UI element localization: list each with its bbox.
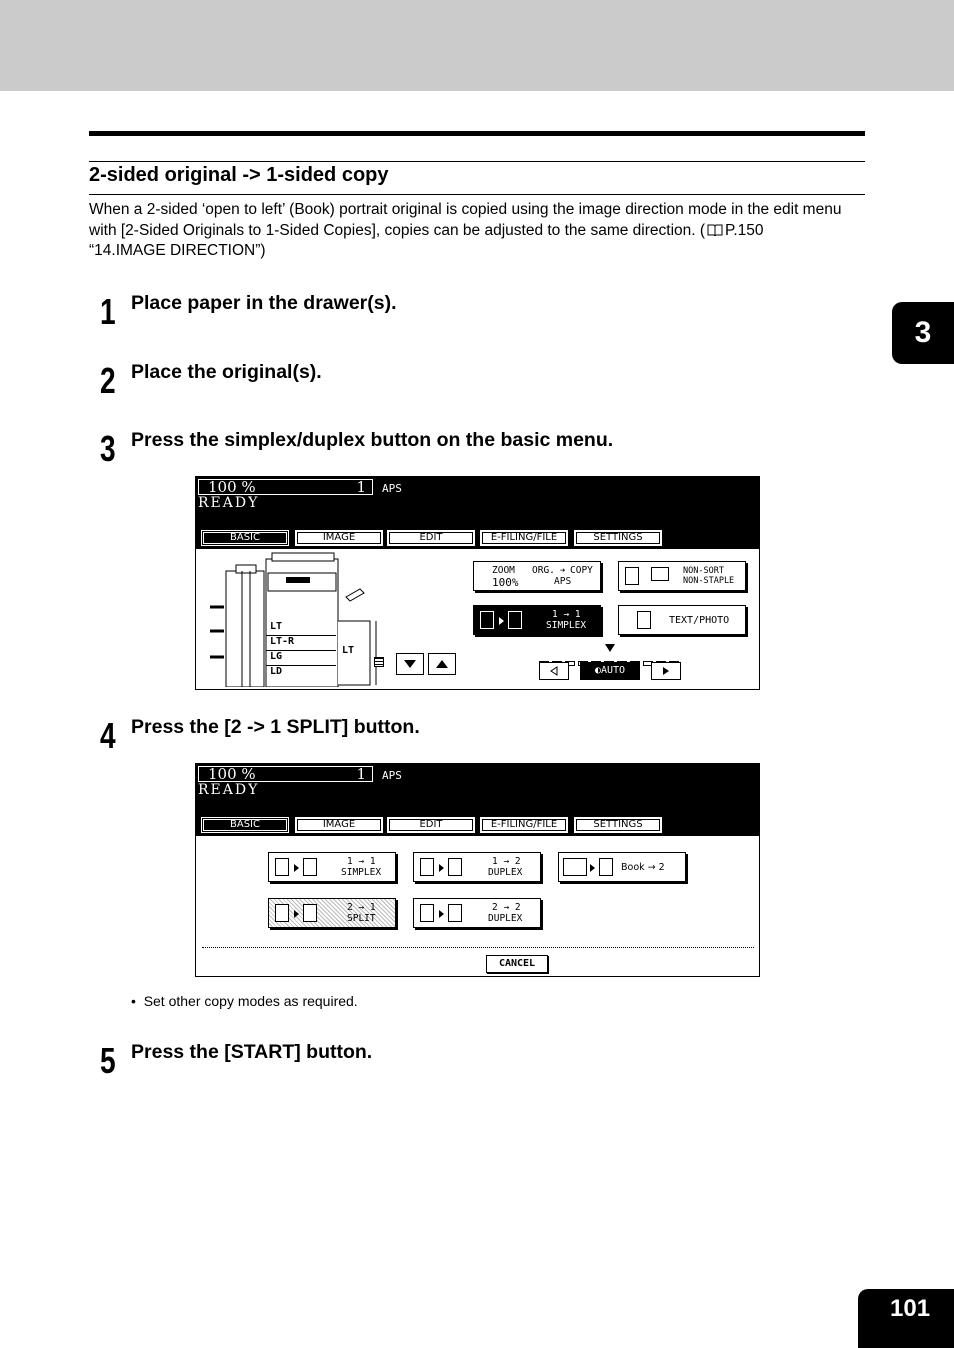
mode-label: TEXT/PHOTO bbox=[669, 615, 730, 626]
drawer-1[interactable]: LT bbox=[266, 621, 336, 636]
copy-label: COPY bbox=[570, 565, 593, 576]
zoom-value: 100 % bbox=[208, 765, 256, 783]
duplex-page-icon bbox=[448, 858, 462, 876]
simplex-ratio: 1 → 1 bbox=[552, 609, 581, 620]
title-rule-bottom bbox=[89, 194, 865, 195]
button-ratio: 2 → 2 bbox=[492, 902, 521, 913]
split-2-1-button[interactable] bbox=[268, 898, 396, 928]
panel-divider bbox=[202, 947, 754, 948]
header-band bbox=[0, 0, 954, 91]
arrow-right-icon bbox=[294, 910, 299, 918]
zoom-org-copy-button[interactable] bbox=[473, 561, 601, 591]
duplex-page-icon bbox=[599, 858, 613, 876]
drawer-4[interactable]: LD bbox=[270, 666, 283, 677]
drawer-2[interactable]: LT-R bbox=[266, 636, 336, 651]
simplex-label: SIMPLEX bbox=[546, 620, 587, 631]
button-label: SIMPLEX bbox=[341, 867, 382, 878]
simplex-1-1-button[interactable] bbox=[268, 852, 396, 882]
tab-settings[interactable]: SETTINGS bbox=[574, 817, 662, 833]
step-text: Place the original(s). bbox=[131, 361, 322, 383]
sort-staple-button[interactable] bbox=[618, 561, 746, 591]
tab-efiling[interactable]: E-FILING/FILE bbox=[480, 530, 568, 546]
tab-efiling[interactable]: E-FILING/FILE bbox=[480, 817, 568, 833]
bullet-note: • Set other copy modes as required. bbox=[131, 993, 358, 1009]
book-duplex-button[interactable] bbox=[558, 852, 686, 882]
aps-indicator: APS bbox=[382, 482, 402, 495]
book-icon bbox=[707, 224, 723, 236]
button-label: Book → 2 bbox=[621, 862, 665, 873]
button-ratio: 1 → 1 bbox=[347, 856, 376, 867]
arrow-down-icon bbox=[403, 659, 417, 669]
original-page-icon bbox=[275, 858, 289, 876]
step-text: Press the [2 -> 1 SPLIT] button. bbox=[131, 716, 420, 738]
book-icon bbox=[563, 858, 587, 876]
zoom-label: ZOOM bbox=[492, 565, 515, 576]
basic-menu-panel bbox=[195, 476, 760, 690]
arrow-right-icon bbox=[499, 617, 504, 625]
zoom-display bbox=[198, 479, 373, 495]
tab-row bbox=[199, 530, 759, 546]
tab-image[interactable]: IMAGE bbox=[295, 530, 383, 546]
stack-icon bbox=[625, 567, 639, 585]
intro-paragraph bbox=[89, 200, 869, 262]
original-mode-button[interactable] bbox=[618, 605, 746, 635]
tab-edit[interactable]: EDIT bbox=[387, 817, 475, 833]
step-number: 1 bbox=[100, 291, 116, 332]
intro-ref-title: “14.IMAGE DIRECTION”) bbox=[89, 242, 266, 259]
page-number: 101 bbox=[858, 1289, 954, 1348]
heading-rule-thick bbox=[89, 131, 865, 136]
density-lighter-button[interactable] bbox=[539, 662, 569, 680]
stack-offset-icon bbox=[651, 567, 669, 581]
step-number: 2 bbox=[100, 360, 116, 401]
bypass-tray[interactable]: LT bbox=[342, 645, 355, 656]
chapter-tab: 3 bbox=[892, 302, 954, 364]
status-text: READY bbox=[198, 782, 260, 798]
duplex-2-2-button[interactable] bbox=[413, 898, 541, 928]
button-label: DUPLEX bbox=[488, 913, 523, 924]
intro-page-ref: P.150 bbox=[725, 221, 764, 239]
duplex-page-icon bbox=[448, 904, 462, 922]
zoom-value: 100 % bbox=[208, 478, 256, 496]
tab-row bbox=[199, 817, 759, 833]
step-number: 5 bbox=[100, 1040, 116, 1081]
staple-label: NON-STAPLE bbox=[683, 576, 735, 586]
density-darker-button[interactable] bbox=[651, 662, 681, 680]
duplex-1-2-button[interactable] bbox=[413, 852, 541, 882]
step-text: Press the [START] button. bbox=[131, 1041, 373, 1063]
copy-page-icon bbox=[508, 611, 522, 629]
tab-image[interactable]: IMAGE bbox=[295, 817, 383, 833]
arrow-right-icon: ➔ bbox=[560, 566, 566, 576]
button-label: SPLIT bbox=[347, 913, 376, 924]
cancel-button[interactable]: CANCEL bbox=[486, 955, 548, 973]
status-text: READY bbox=[198, 495, 260, 511]
tab-edit[interactable]: EDIT bbox=[387, 530, 475, 546]
scroll-up-button[interactable] bbox=[428, 653, 456, 675]
copy-page-icon bbox=[303, 858, 317, 876]
copy-count: 1 bbox=[356, 765, 366, 783]
auto-icon: ◐ bbox=[594, 665, 601, 676]
list-icon bbox=[374, 657, 384, 667]
button-ratio: 2 → 1 bbox=[347, 902, 376, 913]
scroll-down-button[interactable] bbox=[396, 653, 424, 675]
panel-header bbox=[196, 764, 760, 836]
original-page-icon bbox=[420, 858, 434, 876]
tab-basic[interactable]: BASIC bbox=[201, 530, 289, 546]
arrow-left-icon bbox=[550, 666, 558, 676]
tab-basic[interactable]: BASIC bbox=[201, 817, 289, 833]
original-page-icon bbox=[480, 611, 494, 629]
step-text: Place paper in the drawer(s). bbox=[131, 292, 397, 314]
intro-text: When a 2-sided ‘open to left’ (Book) portrait original is copied using the image direction mode in the edit menu with [2-Sided Originals to 1-Sided Copies], copies can be adjusted to the same direction. ( bbox=[89, 201, 842, 239]
zoom-percent: 100% bbox=[492, 576, 519, 589]
bullet-text: Set other copy modes as required. bbox=[143, 993, 358, 1009]
arrow-right-icon bbox=[439, 864, 444, 872]
arrow-right-icon bbox=[294, 864, 299, 872]
title-rule-top bbox=[89, 161, 865, 162]
duplex-page-icon bbox=[420, 904, 434, 922]
section-title: 2-sided original -> 1-sided copy bbox=[89, 164, 389, 186]
simplex-duplex-button[interactable] bbox=[473, 605, 601, 635]
aps-indicator: APS bbox=[382, 769, 402, 782]
auto-label: AUTO bbox=[600, 665, 626, 676]
arrow-up-icon bbox=[435, 659, 449, 669]
step-number: 4 bbox=[100, 715, 116, 756]
panel-header bbox=[196, 477, 760, 549]
step-text: Press the simplex/duplex button on the basic menu. bbox=[131, 429, 614, 451]
density-auto-button[interactable] bbox=[580, 662, 640, 680]
drawer-3[interactable]: LG bbox=[266, 651, 336, 666]
paper-aps: APS bbox=[554, 576, 572, 587]
button-label: DUPLEX bbox=[488, 867, 523, 878]
arrow-right-icon bbox=[662, 666, 670, 676]
copy-page-icon bbox=[303, 904, 317, 922]
tab-settings[interactable]: SETTINGS bbox=[574, 530, 662, 546]
zoom-display bbox=[198, 766, 373, 782]
step-number: 3 bbox=[100, 428, 116, 469]
arrow-right-icon bbox=[439, 910, 444, 918]
drawer-list bbox=[266, 621, 336, 681]
arrow-right-icon bbox=[590, 864, 595, 872]
copy-count: 1 bbox=[356, 478, 366, 496]
duplex-menu-panel bbox=[195, 763, 760, 977]
org-label: ORG. bbox=[532, 565, 555, 576]
text-photo-icon bbox=[637, 611, 651, 629]
duplex-page-icon bbox=[275, 904, 289, 922]
button-ratio: 1 → 2 bbox=[492, 856, 521, 867]
sort-label: NON-SORT bbox=[683, 566, 724, 576]
